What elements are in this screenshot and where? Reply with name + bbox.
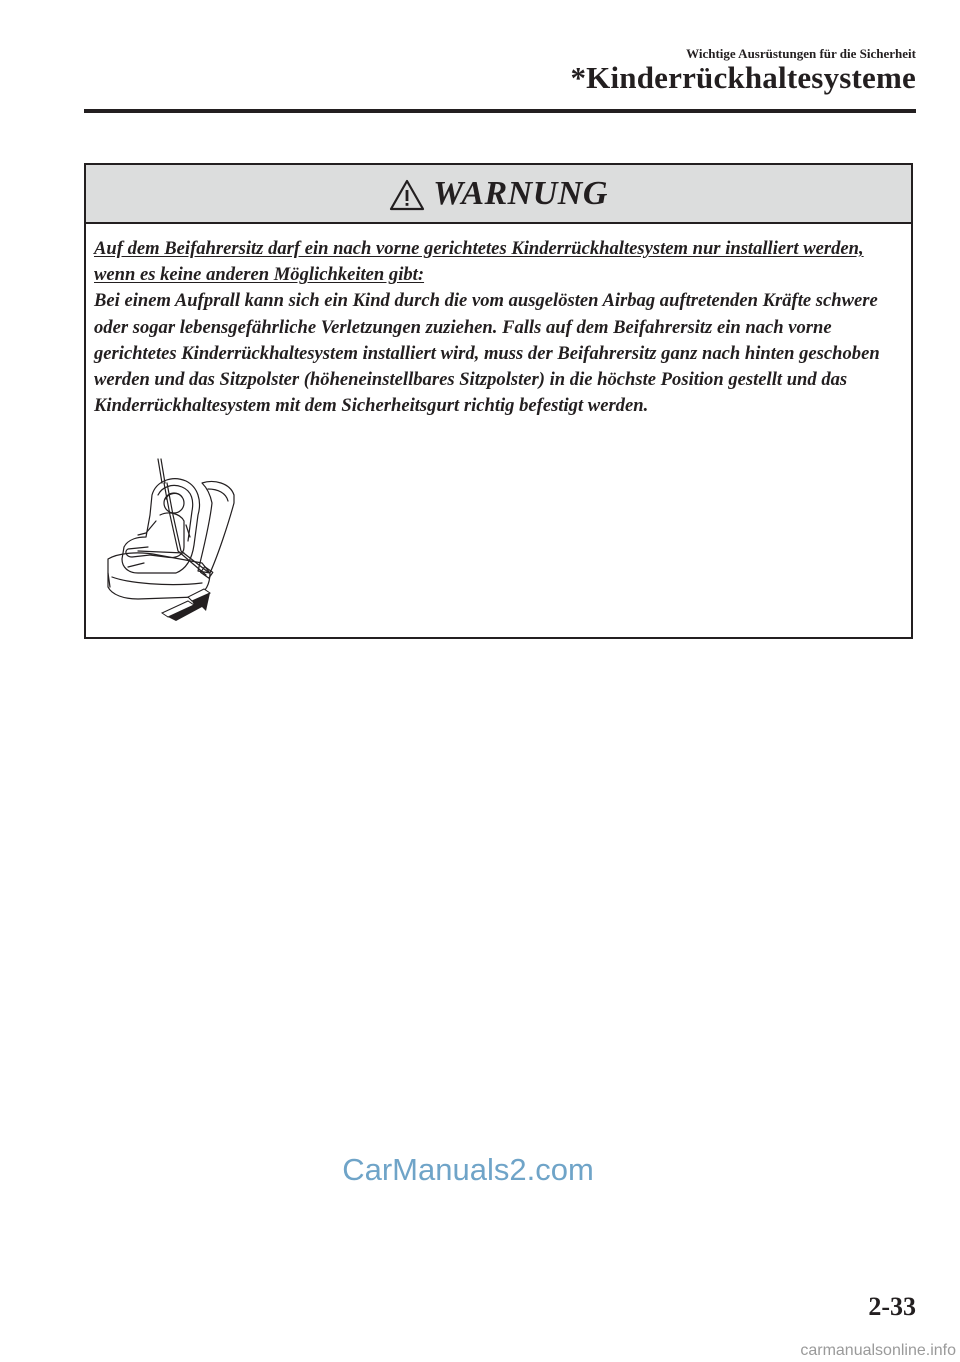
section-heading: Wichtige Ausrüstungen für die Sicherheit — [686, 46, 916, 61]
child-seat-illustration — [98, 455, 238, 625]
page-number: 2-33 — [868, 1292, 916, 1321]
warning-lead-text: Auf dem Beifahrersitz darf ein nach vorne gerichtetes Kinderrückhaltesystem nur installiert werden, wenn es keine anderen Möglichkeiten gibt: — [94, 238, 864, 286]
page-title: *Kinderrückhaltesysteme — [570, 60, 916, 95]
site-watermark: CarManuals2.com — [342, 1152, 594, 1187]
warning-body-text: Bei einem Aufprall kann sich ein Kind durch die vom ausgelösten Airbag auftretenden Kräfte schwere oder sogar lebensgefährliche Verletzungen zuziehen. Falls auf dem Beifahrersitz ein nach vorne gerichtetes Kinderrückhaltesystem installiert wird, muss der Beifahrersitz ganz nach hinten geschoben werden und das Sitzpolster (höheneinstellbares Sitzpolster) in die höchste Position gestellt und das Kinderrückhaltesystem mit dem Sicherheitsgurt richtig befestigt werden. — [94, 290, 880, 417]
warning-header — [86, 165, 911, 224]
warning-triangle-icon — [389, 179, 425, 211]
footer-watermark: carmanualsonline.info — [800, 1342, 956, 1359]
warning-label: WARNUNG — [433, 174, 608, 212]
header-divider — [84, 109, 916, 113]
warning-box — [84, 163, 913, 639]
warning-body — [86, 224, 911, 419]
